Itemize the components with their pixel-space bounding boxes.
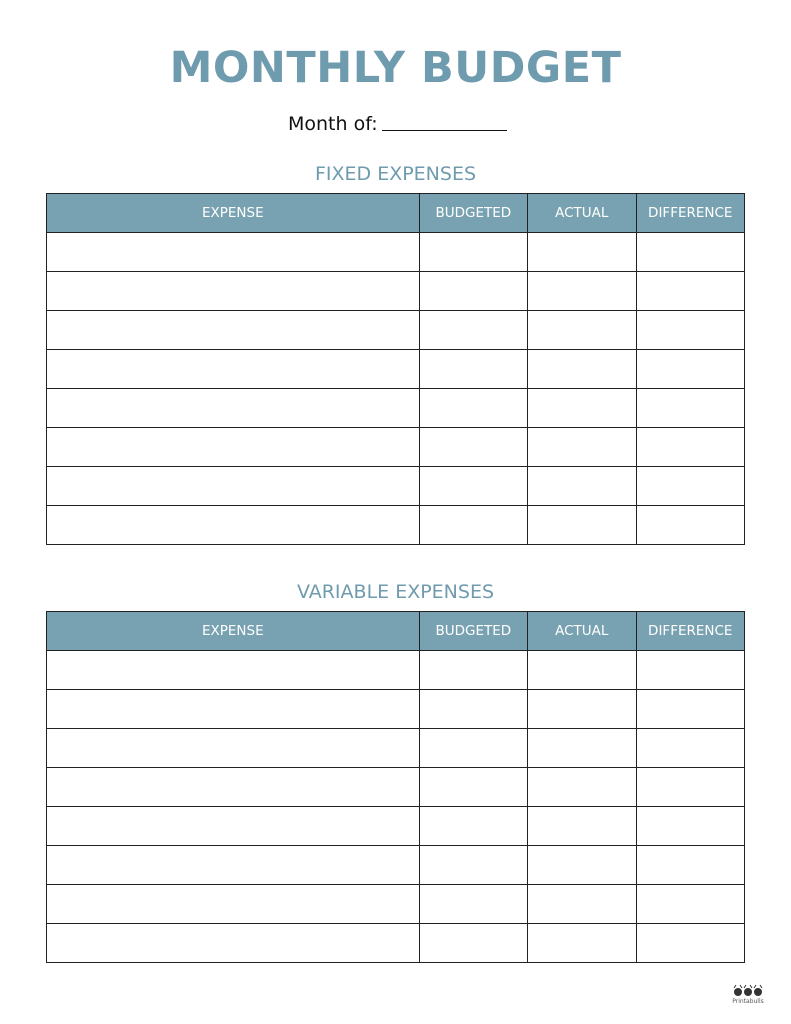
month-input-line[interactable]	[382, 130, 507, 131]
table-header-row	[47, 612, 745, 651]
fixed-expenses-body	[47, 233, 745, 545]
expense-cell[interactable]	[47, 272, 420, 311]
budgeted-cell[interactable]	[419, 428, 527, 467]
table-row	[47, 846, 745, 885]
budgeted-cell[interactable]	[419, 768, 527, 807]
difference-cell[interactable]	[636, 233, 745, 272]
actual-cell[interactable]	[528, 807, 636, 846]
expense-cell[interactable]	[47, 350, 420, 389]
table-row	[47, 651, 745, 690]
column-header-budgeted: BUDGETED	[419, 194, 527, 233]
budgeted-cell[interactable]	[419, 924, 527, 963]
budgeted-cell[interactable]	[419, 233, 527, 272]
column-header-actual: ACTUAL	[528, 194, 636, 233]
expense-cell[interactable]	[47, 768, 420, 807]
logo-text: Printabulls	[732, 998, 764, 1005]
difference-cell[interactable]	[636, 311, 745, 350]
expense-cell[interactable]	[47, 651, 420, 690]
difference-cell[interactable]	[636, 924, 745, 963]
expense-cell[interactable]	[47, 467, 420, 506]
column-header-expense: EXPENSE	[47, 612, 420, 651]
difference-cell[interactable]	[636, 846, 745, 885]
column-header-actual: ACTUAL	[528, 612, 636, 651]
budgeted-cell[interactable]	[419, 885, 527, 924]
budgeted-cell[interactable]	[419, 350, 527, 389]
difference-cell[interactable]	[636, 729, 745, 768]
expense-cell[interactable]	[47, 428, 420, 467]
month-field	[288, 110, 507, 136]
budgeted-cell[interactable]	[419, 506, 527, 545]
printabulls-logo-icon	[733, 984, 763, 998]
budgeted-cell[interactable]	[419, 846, 527, 885]
table-row	[47, 428, 745, 467]
variable-expenses-body	[47, 651, 745, 963]
difference-cell[interactable]	[636, 350, 745, 389]
table-row	[47, 311, 745, 350]
variable-expenses-title: VARIABLE EXPENSES	[296, 581, 495, 603]
expense-cell[interactable]	[47, 311, 420, 350]
budgeted-cell[interactable]	[419, 729, 527, 768]
actual-cell[interactable]	[528, 506, 636, 545]
budgeted-cell[interactable]	[419, 467, 527, 506]
expense-cell[interactable]	[47, 846, 420, 885]
actual-cell[interactable]	[528, 311, 636, 350]
column-header-expense: EXPENSE	[47, 194, 420, 233]
budgeted-cell[interactable]	[419, 272, 527, 311]
actual-cell[interactable]	[528, 428, 636, 467]
difference-cell[interactable]	[636, 506, 745, 545]
actual-cell[interactable]	[528, 233, 636, 272]
actual-cell[interactable]	[528, 846, 636, 885]
table-row	[47, 924, 745, 963]
variable-expenses-table	[46, 611, 745, 963]
budgeted-cell[interactable]	[419, 807, 527, 846]
budgeted-cell[interactable]	[419, 690, 527, 729]
actual-cell[interactable]	[528, 690, 636, 729]
expense-cell[interactable]	[47, 233, 420, 272]
actual-cell[interactable]	[528, 272, 636, 311]
table-header-row	[47, 194, 745, 233]
difference-cell[interactable]	[636, 885, 745, 924]
expense-cell[interactable]	[47, 506, 420, 545]
table-row	[47, 885, 745, 924]
printabulls-logo	[726, 984, 770, 1012]
expense-cell[interactable]	[47, 885, 420, 924]
table-row	[47, 389, 745, 428]
page-title: MONTHLY BUDGET	[169, 43, 622, 93]
expense-cell[interactable]	[47, 389, 420, 428]
difference-cell[interactable]	[636, 428, 745, 467]
column-header-budgeted: BUDGETED	[419, 612, 527, 651]
budgeted-cell[interactable]	[419, 311, 527, 350]
expense-cell[interactable]	[47, 690, 420, 729]
expense-cell[interactable]	[47, 924, 420, 963]
expense-cell[interactable]	[47, 729, 420, 768]
difference-cell[interactable]	[636, 272, 745, 311]
difference-cell[interactable]	[636, 651, 745, 690]
fixed-expenses-title: FIXED EXPENSES	[314, 163, 477, 185]
difference-cell[interactable]	[636, 467, 745, 506]
table-row	[47, 233, 745, 272]
table-row	[47, 506, 745, 545]
expense-cell[interactable]	[47, 807, 420, 846]
table-row	[47, 272, 745, 311]
table-row	[47, 467, 745, 506]
difference-cell[interactable]	[636, 807, 745, 846]
actual-cell[interactable]	[528, 885, 636, 924]
actual-cell[interactable]	[528, 768, 636, 807]
table-row	[47, 729, 745, 768]
fixed-expenses-table	[46, 193, 745, 545]
actual-cell[interactable]	[528, 350, 636, 389]
table-row	[47, 807, 745, 846]
actual-cell[interactable]	[528, 467, 636, 506]
actual-cell[interactable]	[528, 924, 636, 963]
month-label: Month of:	[288, 113, 378, 135]
table-row	[47, 350, 745, 389]
table-row	[47, 690, 745, 729]
actual-cell[interactable]	[528, 651, 636, 690]
column-header-difference: DIFFERENCE	[636, 612, 745, 651]
actual-cell[interactable]	[528, 729, 636, 768]
table-row	[47, 768, 745, 807]
column-header-difference: DIFFERENCE	[636, 194, 745, 233]
difference-cell[interactable]	[636, 690, 745, 729]
difference-cell[interactable]	[636, 768, 745, 807]
difference-cell[interactable]	[636, 389, 745, 428]
budgeted-cell[interactable]	[419, 651, 527, 690]
budgeted-cell[interactable]	[419, 389, 527, 428]
actual-cell[interactable]	[528, 389, 636, 428]
